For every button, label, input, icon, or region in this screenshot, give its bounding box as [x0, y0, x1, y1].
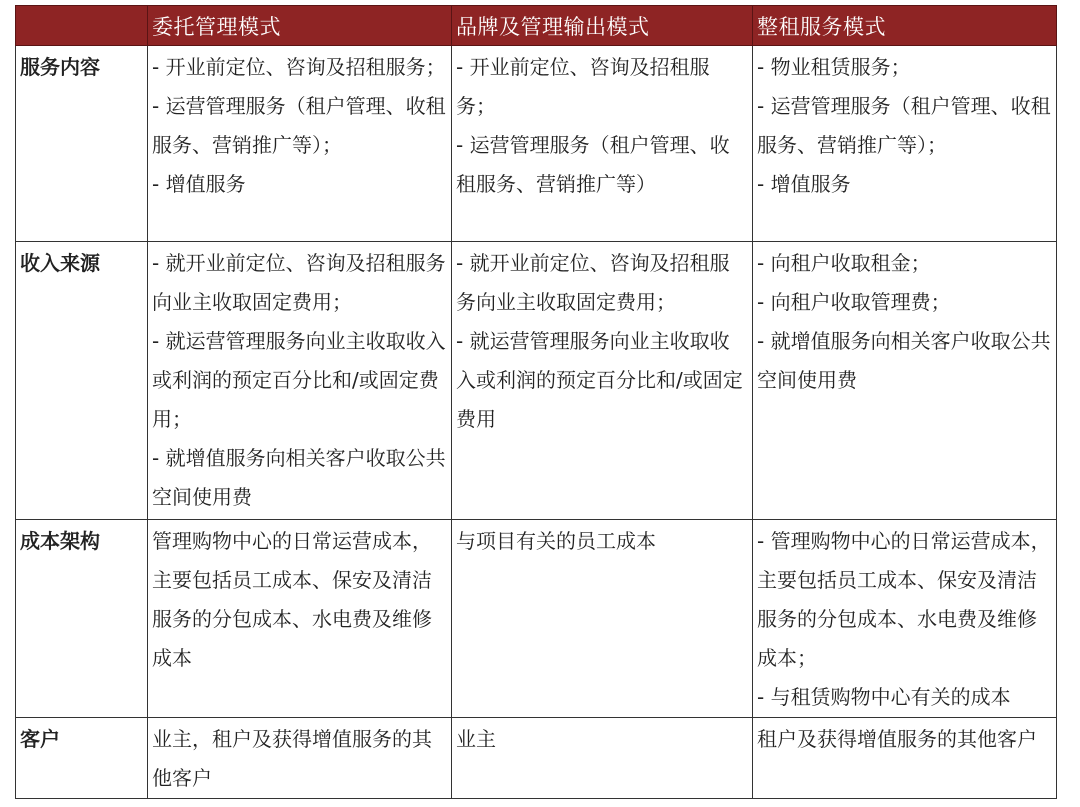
header-brand-output: 品牌及管理输出模式	[452, 6, 753, 46]
table-cell	[148, 46, 452, 242]
row-label: 客户	[16, 718, 148, 799]
table-cell	[452, 718, 753, 799]
table-row-cost-structure	[16, 520, 1057, 718]
cell-line: - 向租户收取管理费；	[757, 290, 951, 314]
table-row-service-content	[16, 46, 1057, 242]
table-cell	[753, 242, 1057, 520]
comparison-table	[15, 5, 1057, 799]
table-cell	[148, 520, 452, 718]
cell-line: - 就运营管理服务向业主收取收入或利润的预定百分比和/或固定费用；	[152, 329, 446, 431]
row-label: 收入来源	[16, 242, 148, 520]
cell-line: - 增值服务	[757, 172, 851, 196]
cell-line: - 就增值服务向相关客户收取公共空间使用费	[152, 446, 446, 509]
cell-line: - 就开业前定位、咨询及招租服务向业主收取固定费用；	[152, 251, 446, 314]
table-cell	[452, 242, 753, 520]
cell-line: - 向租户收取租金；	[757, 251, 931, 275]
cell-line: - 管理购物中心的日常运营成本，主要包括员工成本、保安及清洁服务的分包成本、水电费及维修成本；	[757, 529, 1051, 670]
cell-line: - 开业前定位、咨询及招租服务；	[152, 55, 446, 79]
header-whole-lease: 整租服务模式	[753, 6, 1057, 46]
table-cell	[753, 718, 1057, 799]
cell-line: - 运营管理服务（租户管理、收租服务、营销推广等）	[456, 133, 730, 196]
header-row	[16, 6, 1057, 46]
table-cell	[753, 46, 1057, 242]
table-cell	[753, 520, 1057, 718]
cell-line: - 就增值服务向相关客户收取公共空间使用费	[757, 329, 1051, 392]
row-label: 服务内容	[16, 46, 148, 242]
row-label: 成本架构	[16, 520, 148, 718]
header-blank	[16, 6, 148, 46]
cell-line: 与项目有关的员工成本	[456, 529, 656, 553]
cell-line: - 运营管理服务（租户管理、收租服务、营销推广等）；	[152, 94, 446, 157]
table-row-revenue-source	[16, 242, 1057, 520]
cell-line: - 增值服务	[152, 172, 246, 196]
cell-line: 业主	[456, 727, 496, 751]
header-entrusted-management: 委托管理模式	[148, 6, 452, 46]
cell-line: - 与租赁购物中心有关的成本	[757, 685, 1011, 709]
table-row-customers	[16, 718, 1057, 799]
table-cell	[148, 242, 452, 520]
cell-line: - 就开业前定位、咨询及招租服务向业主收取固定费用；	[456, 251, 730, 314]
cell-line: - 就运营管理服务向业主收取收入或利润的预定百分比和/或固定费用	[456, 329, 743, 431]
cell-line: 管理购物中心的日常运营成本，主要包括员工成本、保安及清洁服务的分包成本、水电费及维修成本	[152, 529, 432, 670]
cell-line: - 运营管理服务（租户管理、收租服务、营销推广等）；	[757, 94, 1051, 157]
table-cell	[452, 520, 753, 718]
cell-line: 租户及获得增值服务的其他客户	[757, 727, 1037, 751]
table-cell	[148, 718, 452, 799]
cell-line: - 物业租赁服务；	[757, 55, 911, 79]
table-cell	[452, 46, 753, 242]
cell-line: - 开业前定位、咨询及招租服务；	[456, 55, 710, 118]
cell-line: 业主，租户及获得增值服务的其他客户	[152, 727, 432, 790]
